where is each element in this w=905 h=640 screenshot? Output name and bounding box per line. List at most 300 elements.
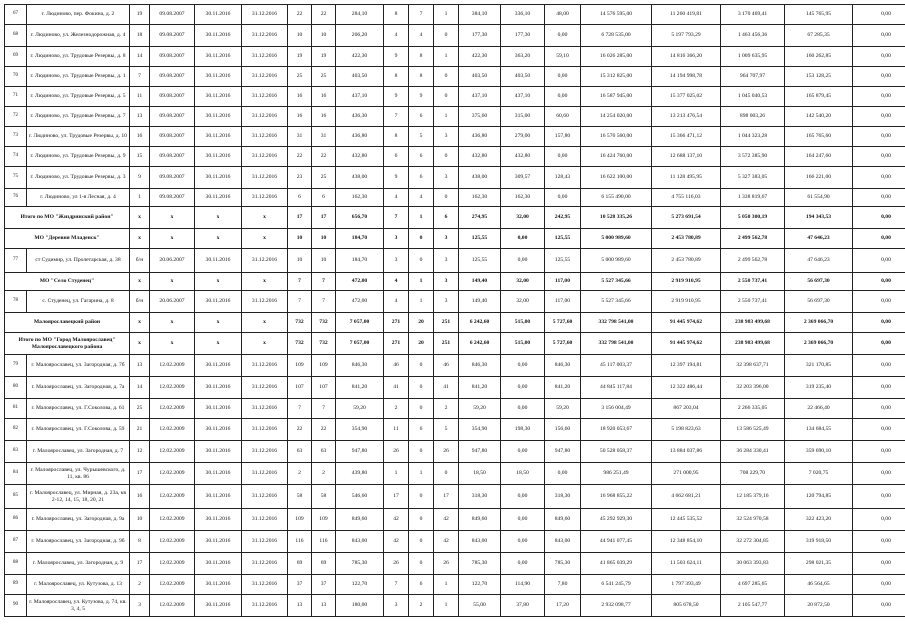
value-cell: 42: [384, 509, 409, 531]
value-cell: 09.08.2007: [150, 107, 195, 127]
value-cell: 157,80: [545, 127, 581, 147]
value-cell: 271: [384, 313, 409, 333]
value-cell: 46: [384, 355, 409, 377]
value-cell: 31.12.2016: [242, 553, 288, 575]
value-cell: 37: [288, 575, 312, 595]
value-cell: 44 845 117,84: [581, 377, 652, 399]
value-cell: 436,80: [459, 127, 501, 147]
value-cell: 32,00: [501, 273, 545, 291]
value-cell: 5 050 300,19: [721, 207, 785, 229]
value-cell: 0,00: [853, 5, 905, 25]
value-cell: 18 920 053,67: [581, 419, 652, 441]
value-cell: 55,00: [459, 595, 501, 617]
table-row: [5, 419, 905, 441]
value-cell: 9: [384, 167, 409, 189]
value-cell: 16 622 100,00: [581, 167, 652, 189]
value-cell: 0: [434, 147, 459, 167]
address-cell: г. Людиново, пер. Фокина, д. 2: [27, 5, 130, 25]
table-row: [5, 189, 905, 207]
value-cell: 58: [288, 485, 312, 509]
value-cell: 12.02.2009: [150, 575, 195, 595]
value-cell: 0,00: [501, 531, 545, 553]
value-cell: 125,55: [545, 249, 581, 273]
value-cell: 46 564,65: [785, 575, 853, 595]
value-cell: 5 000 989,60: [581, 229, 652, 249]
value-cell: 319 918,50: [785, 531, 853, 553]
value-cell: 238 983 499,68: [721, 333, 785, 355]
value-cell: 0: [409, 399, 434, 419]
value-cell: 0,00: [853, 291, 905, 313]
value-cell: 8: [384, 67, 409, 87]
value-cell: 2 550 737,41: [721, 273, 785, 291]
value-cell: 10 528 335,26: [581, 207, 652, 229]
row-number-cell: 85: [5, 485, 27, 509]
value-cell: 947,80: [336, 441, 384, 463]
table-body: [5, 5, 905, 617]
value-cell: 107: [288, 377, 312, 399]
value-cell: х: [195, 229, 242, 249]
value-cell: 25: [312, 67, 336, 87]
value-cell: 5 527 345,66: [581, 291, 652, 313]
value-cell: 422,30: [336, 47, 384, 67]
value-cell: 318,30: [459, 485, 501, 509]
value-cell: 41: [384, 377, 409, 399]
value-cell: 4: [384, 291, 409, 313]
value-cell: 45 117 003,37: [581, 355, 652, 377]
value-cell: 177,30: [501, 25, 545, 47]
value-cell: 271 000,95: [652, 463, 721, 485]
value-cell: 44 941 077,45: [581, 531, 652, 553]
value-cell: 41: [434, 377, 459, 399]
value-cell: 16: [288, 107, 312, 127]
value-cell: 849,60: [336, 509, 384, 531]
value-cell: 37,80: [501, 595, 545, 617]
value-cell: 145 765,95: [785, 5, 853, 25]
table-row: [5, 553, 905, 575]
value-cell: 31.12.2016: [242, 399, 288, 419]
value-cell: 6 242,60: [459, 333, 501, 355]
value-cell: 122,70: [459, 575, 501, 595]
value-cell: х: [242, 229, 288, 249]
register-sheet: [4, 4, 899, 617]
value-cell: 30.11.2016: [195, 189, 242, 207]
value-cell: 947,80: [545, 441, 581, 463]
value-cell: 7: [130, 67, 150, 87]
value-cell: 318,30: [545, 485, 581, 509]
value-cell: 10: [288, 25, 312, 47]
row-number-cell: 79: [5, 355, 27, 377]
value-cell: 63: [312, 441, 336, 463]
value-cell: 12.02.2009: [150, 485, 195, 509]
value-cell: 4: [384, 25, 409, 47]
value-cell: 7: [288, 399, 312, 419]
value-cell: 0: [409, 509, 434, 531]
value-cell: 0,00: [853, 355, 905, 377]
value-cell: 11: [384, 419, 409, 441]
value-cell: 16: [130, 127, 150, 147]
value-cell: 315,00: [501, 107, 545, 127]
address-cell: г. Людиново, ул. Трудовые Резервы, д. 1: [27, 67, 130, 87]
value-cell: 7: [409, 5, 434, 25]
value-cell: 6 541 245,79: [581, 575, 652, 595]
value-cell: 30.11.2016: [195, 47, 242, 67]
value-cell: 12 688 137,10: [652, 147, 721, 167]
value-cell: 375,60: [459, 107, 501, 127]
value-cell: 0,00: [501, 355, 545, 377]
value-cell: 3: [384, 249, 409, 273]
value-cell: 5 727,60: [545, 313, 581, 333]
value-cell: 403,50: [459, 67, 501, 87]
value-cell: 2 499 562,78: [721, 229, 785, 249]
value-cell: 30.11.2016: [195, 595, 242, 617]
value-cell: 30 063 393,83: [721, 553, 785, 575]
value-cell: 31.12.2016: [242, 67, 288, 87]
address-cell: г. Малоярославец, ул. Чурышевского, д. 11, кв. 86: [27, 463, 130, 485]
value-cell: 30.11.2016: [195, 531, 242, 553]
value-cell: 0,00: [853, 167, 905, 189]
value-cell: 125,55: [459, 229, 501, 249]
value-cell: 17: [288, 207, 312, 229]
value-cell: 11 503 624,11: [652, 553, 721, 575]
value-cell: 6: [409, 147, 434, 167]
value-cell: 30.11.2016: [195, 249, 242, 273]
value-cell: 109: [312, 355, 336, 377]
value-cell: 3: [434, 229, 459, 249]
row-number-cell: 67: [5, 5, 27, 25]
value-cell: 31.12.2016: [242, 107, 288, 127]
value-cell: 13 213 476,54: [652, 107, 721, 127]
value-cell: 17: [130, 553, 150, 575]
value-cell: 16: [312, 87, 336, 107]
value-cell: 3: [434, 249, 459, 273]
value-cell: 12 185 379,16: [721, 485, 785, 509]
address-cell: г. Людиново, ул. Железнодорожная, д. 4: [27, 25, 130, 47]
row-number-cell: 78: [5, 291, 27, 313]
address-cell: г. Людиново, ул. Трудовые Резервы, д. 5: [27, 87, 130, 107]
value-cell: 3: [384, 595, 409, 617]
value-cell: 19: [130, 5, 150, 25]
value-cell: 37: [312, 575, 336, 595]
row-number-cell: 73: [5, 127, 27, 147]
value-cell: 26: [434, 553, 459, 575]
value-cell: х: [150, 229, 195, 249]
value-cell: 14 576 595,00: [581, 5, 652, 25]
value-cell: 1: [434, 595, 459, 617]
value-cell: 19: [312, 47, 336, 67]
value-cell: 332 798 541,00: [581, 313, 652, 333]
value-cell: 31.12.2016: [242, 147, 288, 167]
value-cell: 14: [130, 377, 150, 399]
value-cell: 12.02.2009: [150, 399, 195, 419]
value-cell: 1: [384, 463, 409, 485]
value-cell: 63: [288, 441, 312, 463]
value-cell: 12.02.2009: [150, 595, 195, 617]
value-cell: 09.08.2007: [150, 5, 195, 25]
row-number-cell: 80: [5, 377, 27, 399]
table-row: [5, 107, 905, 127]
value-cell: 0,00: [853, 419, 905, 441]
value-cell: 384,10: [459, 5, 501, 25]
value-cell: 7: [288, 273, 312, 291]
value-cell: х: [242, 313, 288, 333]
value-cell: 117,00: [545, 291, 581, 313]
value-cell: 16 026 285,00: [581, 47, 652, 67]
value-cell: 0,00: [853, 595, 905, 617]
value-cell: 0,00: [545, 25, 581, 47]
value-cell: 242,95: [545, 207, 581, 229]
value-cell: 30.11.2016: [195, 463, 242, 485]
value-cell: 14 816 366,20: [652, 47, 721, 67]
value-cell: 11: [130, 87, 150, 107]
address-cell: г. Малоярославец, ул. Г.Соколова, д. 61: [27, 399, 130, 419]
value-cell: 16: [312, 107, 336, 127]
value-cell: 12.02.2009: [150, 553, 195, 575]
value-cell: 16 424 760,00: [581, 147, 652, 167]
value-cell: 32,00: [501, 291, 545, 313]
value-cell: 251: [434, 333, 459, 355]
value-cell: 69: [312, 553, 336, 575]
value-cell: 2: [288, 463, 312, 485]
value-cell: 12.02.2009: [150, 377, 195, 399]
value-cell: 30.11.2016: [195, 575, 242, 595]
value-cell: 332 798 541,00: [581, 333, 652, 355]
value-cell: 0,00: [853, 531, 905, 553]
value-cell: 10: [130, 509, 150, 531]
table-row: [5, 463, 905, 485]
group-title-cell: Малоярославецкий район: [5, 313, 130, 333]
value-cell: 22: [288, 5, 312, 25]
value-cell: 1 797 393,49: [652, 575, 721, 595]
value-cell: 17,20: [545, 595, 581, 617]
value-cell: 12.02.2009: [150, 419, 195, 441]
address-cell: г. Малоярославец, ул. Загородная, д. 7б: [27, 355, 130, 377]
value-cell: 4: [384, 273, 409, 291]
row-number-cell: 83: [5, 441, 27, 463]
value-cell: х: [130, 229, 150, 249]
value-cell: 22 466,40: [785, 399, 853, 419]
value-cell: 986 251,49: [581, 463, 652, 485]
value-cell: 17: [130, 463, 150, 485]
value-cell: 867 203,04: [652, 399, 721, 419]
value-cell: 30.11.2016: [195, 107, 242, 127]
value-cell: 0,00: [853, 377, 905, 399]
table-row: [5, 47, 905, 67]
value-cell: 0,00: [853, 441, 905, 463]
value-cell: 3: [434, 291, 459, 313]
value-cell: 31.12.2016: [242, 189, 288, 207]
value-cell: 31.12.2016: [242, 485, 288, 509]
value-cell: 15: [130, 147, 150, 167]
value-cell: 20: [409, 333, 434, 355]
value-cell: 116: [288, 531, 312, 553]
value-cell: 0,00: [501, 441, 545, 463]
value-cell: 31.12.2016: [242, 355, 288, 377]
value-cell: 238 983 499,68: [721, 313, 785, 333]
value-cell: 69: [288, 553, 312, 575]
value-cell: 0,00: [501, 485, 545, 509]
address-cell: г. Малоярославец, ул. Загородная, д. 9а: [27, 509, 130, 531]
value-cell: 4 697 285,65: [721, 575, 785, 595]
value-cell: 22: [312, 5, 336, 25]
value-cell: 6: [384, 147, 409, 167]
value-cell: 67 285,35: [785, 25, 853, 47]
value-cell: 134 684,55: [785, 419, 853, 441]
value-cell: 59,10: [545, 47, 581, 67]
value-cell: 09.08.2007: [150, 87, 195, 107]
value-cell: 30.11.2016: [195, 291, 242, 313]
value-cell: 12 322 486,44: [652, 377, 721, 399]
value-cell: 432,80: [336, 147, 384, 167]
value-cell: 4: [409, 25, 434, 47]
value-cell: 2: [434, 399, 459, 419]
value-cell: 7 057,00: [336, 333, 384, 355]
value-cell: 31.12.2016: [242, 127, 288, 147]
subtotal-row: [5, 207, 905, 229]
value-cell: 194 343,53: [785, 207, 853, 229]
value-cell: 0: [434, 25, 459, 47]
value-cell: 14 194 998,78: [652, 67, 721, 87]
value-cell: 841,20: [545, 377, 581, 399]
value-cell: 2 550 737,41: [721, 291, 785, 313]
value-cell: 0,00: [853, 273, 905, 291]
value-cell: 437,10: [459, 87, 501, 107]
value-cell: 30.11.2016: [195, 167, 242, 189]
value-cell: 437,10: [336, 87, 384, 107]
value-cell: х: [242, 333, 288, 355]
value-cell: 22: [312, 147, 336, 167]
value-cell: 10: [288, 229, 312, 249]
value-cell: 30.11.2016: [195, 553, 242, 575]
subtotal-row: [5, 313, 905, 333]
address-cell: г. Людиново, ул. Трудовые Резервы, д. 10: [27, 127, 130, 147]
value-cell: 47 646,23: [785, 229, 853, 249]
value-cell: 20.06.2007: [150, 291, 195, 313]
value-cell: 2 369 066,70: [785, 333, 853, 355]
value-cell: 120 794,85: [785, 485, 853, 509]
value-cell: 42: [434, 509, 459, 531]
row-number-cell: 88: [5, 553, 27, 575]
value-cell: 0,00: [853, 333, 905, 355]
value-cell: 31.12.2016: [242, 47, 288, 67]
value-cell: 18,50: [501, 463, 545, 485]
row-number-cell: 68: [5, 25, 27, 47]
value-cell: 0,00: [545, 147, 581, 167]
value-cell: 164 247,60: [785, 147, 853, 167]
value-cell: 41 865 039,29: [581, 553, 652, 575]
value-cell: 12 445 535,52: [652, 509, 721, 531]
value-cell: 0,00: [853, 399, 905, 419]
value-cell: 321 170,85: [785, 355, 853, 377]
address-cell: г. Малоярославец, ул. Кутузова, д. 13: [27, 575, 130, 595]
value-cell: 12.02.2009: [150, 441, 195, 463]
value-cell: 1: [409, 463, 434, 485]
value-cell: 16 576 560,00: [581, 127, 652, 147]
value-cell: 114,90: [501, 575, 545, 595]
value-cell: 422,30: [459, 47, 501, 67]
table-row: [5, 25, 905, 47]
value-cell: 0,00: [853, 509, 905, 531]
value-cell: 7: [288, 291, 312, 313]
value-cell: 846,30: [545, 355, 581, 377]
value-cell: 31.12.2016: [242, 5, 288, 25]
value-cell: 91 445 974,62: [652, 333, 721, 355]
value-cell: 1: [434, 107, 459, 127]
row-number-cell: 82: [5, 419, 27, 441]
value-cell: 0: [409, 355, 434, 377]
value-cell: 09.08.2007: [150, 67, 195, 87]
value-cell: 21: [130, 419, 150, 441]
value-cell: 7: [384, 575, 409, 595]
value-cell: 109: [312, 509, 336, 531]
table-row: [5, 87, 905, 107]
value-cell: х: [195, 333, 242, 355]
value-cell: 0: [409, 249, 434, 273]
address-cell: г. Малоярославец, ул. Г.Соколова, д. 59: [27, 419, 130, 441]
value-cell: 2 453 780,89: [652, 249, 721, 273]
value-cell: 31.12.2016: [242, 249, 288, 273]
row-number-cell: 74: [5, 147, 27, 167]
value-cell: 3 572 385,90: [721, 147, 785, 167]
value-cell: х: [130, 333, 150, 355]
value-cell: 30.11.2016: [195, 355, 242, 377]
value-cell: 8: [130, 531, 150, 553]
value-cell: 32 203 396,00: [721, 377, 785, 399]
value-cell: 10: [312, 25, 336, 47]
value-cell: б/н: [130, 249, 150, 273]
value-cell: 46: [434, 355, 459, 377]
value-cell: 841,20: [459, 377, 501, 399]
value-cell: 3: [434, 127, 459, 147]
value-cell: 16 968 855,22: [581, 485, 652, 509]
value-cell: 841,20: [336, 377, 384, 399]
value-cell: 3: [434, 273, 459, 291]
value-cell: 1 044 323,28: [721, 127, 785, 147]
value-cell: 515,00: [501, 313, 545, 333]
value-cell: 31.12.2016: [242, 291, 288, 313]
value-cell: 0,00: [853, 575, 905, 595]
value-cell: 11 260 419,81: [652, 5, 721, 25]
value-cell: 9: [130, 167, 150, 189]
value-cell: 30.11.2016: [195, 485, 242, 509]
subtotal-row: [5, 333, 905, 355]
value-cell: 0: [409, 229, 434, 249]
row-number-cell: 89: [5, 575, 27, 595]
value-cell: 1: [434, 5, 459, 25]
value-cell: 13: [130, 107, 150, 127]
value-cell: 0,00: [853, 47, 905, 67]
table-row: [5, 291, 905, 313]
value-cell: 31.12.2016: [242, 531, 288, 553]
value-cell: 3: [130, 595, 150, 617]
value-cell: 22: [312, 419, 336, 441]
value-cell: 22: [288, 147, 312, 167]
address-cell: г. Малоярославец, ул. Кутузова, д. 74, кв. 3, 4, 5: [27, 595, 130, 617]
value-cell: 2: [130, 575, 150, 595]
value-cell: 4 755 116,03: [652, 189, 721, 207]
value-cell: 128,43: [545, 167, 581, 189]
value-cell: 42: [434, 531, 459, 553]
value-cell: х: [130, 273, 150, 291]
value-cell: 8: [409, 67, 434, 87]
value-cell: 0,00: [501, 509, 545, 531]
value-cell: 0,00: [501, 377, 545, 399]
value-cell: 0,00: [853, 313, 905, 333]
value-cell: 30.11.2016: [195, 87, 242, 107]
value-cell: 6: [288, 189, 312, 207]
value-cell: 2 932 098,77: [581, 595, 652, 617]
value-cell: 322 423,20: [785, 509, 853, 531]
value-cell: 6 242,60: [459, 313, 501, 333]
